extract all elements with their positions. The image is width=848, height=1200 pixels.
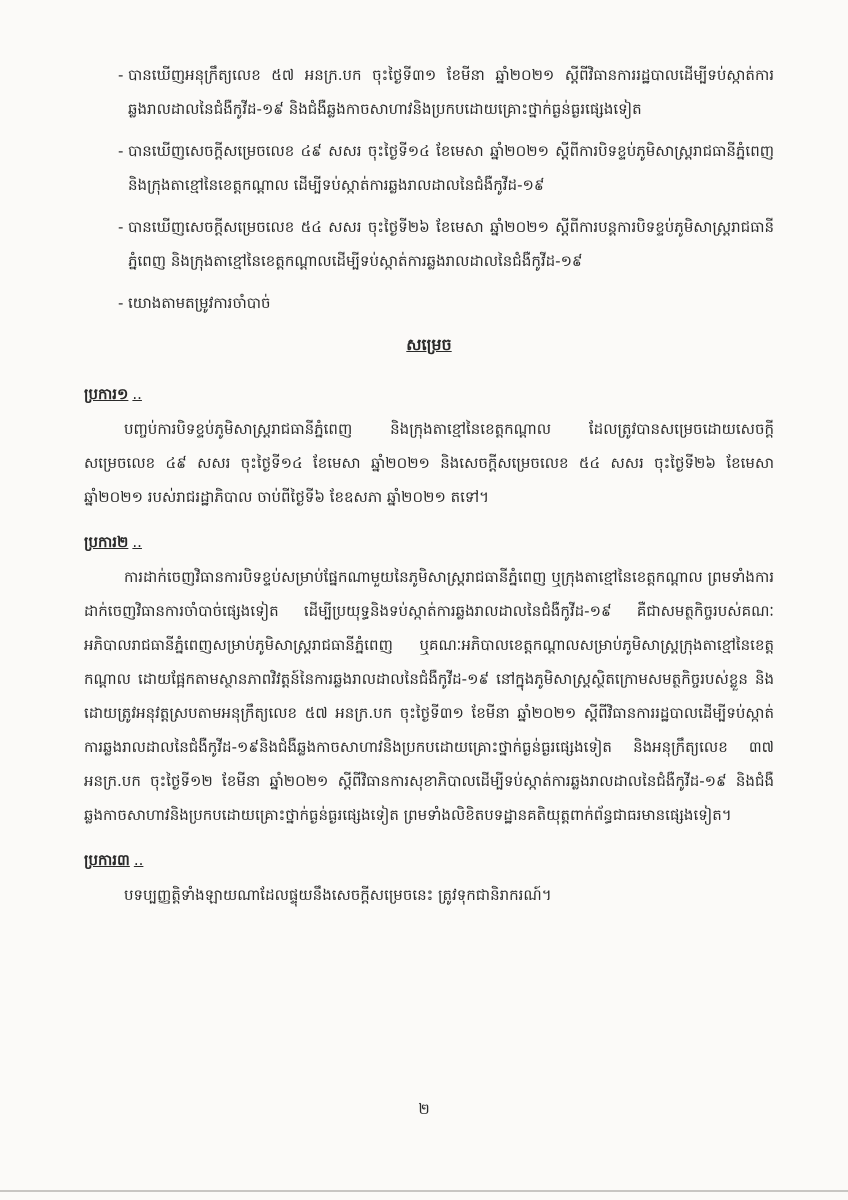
- page-bottom-rule: [0, 1190, 848, 1192]
- article-body: បទប្បញ្ញត្តិទាំងឡាយណាដែលផ្ទុយនឹងសេចក្តីសម្រេចនេះ ត្រូវទុកជានិរាករណ៍។: [124, 886, 552, 904]
- article-title: [84, 528, 774, 556]
- bullet-dash: -: [118, 294, 124, 312]
- article-title: [84, 380, 774, 408]
- article-title-dots: ..: [132, 533, 142, 551]
- bullet-dash: -: [118, 142, 124, 160]
- article-body: ការដាក់ចេញវិធានការបិទខ្ទប់សម្រាប់ផ្នែកណាមួយនៃភូមិសាស្រ្តរាជធានីភ្នំពេញ ឬក្រុងតាខ្មៅនៃខេត្តកណ្តាល ព្រមទាំងការដាក់ចេញវិធានការចាំបាច់ផ្សេងទៀត ដើម្បីប្រយុទ្ធនិងទប់ស្កាត់ការឆ្លងរាលដាលនៃជំងឺកូវីដ-១៩ គឺជាសមត្ថកិច្ចរបស់គណៈអភិបាលរាជធានីភ្នំពេញសម្រាប់ភូមិសាស្រ្តរាជធានីភ្នំពេញ ឬគណៈអភិបាលខេត្តកណ្តាលសម្រាប់ភូមិសាស្រ្តក្រុងតាខ្មៅនៃខេត្តកណ្តាល ដោយផ្អែកតាមស្ថានភាពវិវត្តន៍នៃការឆ្លងរាលដាលនៃជំងឺកូវីដ-១៩ នៅក្នុងភូមិសាស្រ្តស្ថិតក្រោមសមត្ថកិច្ចរបស់ខ្លួន និងដោយត្រូវអនុវត្តស្របតាមអនុក្រឹត្យលេខ ៥៧ អនក្រ.បក ចុះថ្ងៃទី៣១ ខែមីនា ឆ្នាំ២០២១ ស្តីពីវិធានការរដ្ឋបាលដើម្បីទប់ស្កាត់ការឆ្លងរាលដាលនៃជំងឺកូវីដ-១៩និងជំងឺឆ្លងកាចសាហាវនិងប្រកបដោយគ្រោះថ្នាក់ធ្ងន់ធ្ងរផ្សេងទៀត និងអនុក្រឹត្យលេខ ៣៧ អនក្រ.បក ចុះថ្ងៃទី១២ ខែមីនា ឆ្នាំ២០២១ ស្តីពីវិធានការសុខាភិបាលដើម្បីទប់ស្កាត់ការឆ្លងរាលដាលនៃជំងឺកូវីដ-១៩ និងជំងឺឆ្លងកាចសាហាវនិងប្រកបដោយគ្រោះថ្នាក់ធ្ងន់ធ្ងរផ្សេងទៀត ព្រមទាំងលិខិតបទដ្ឋានគតិយុត្តពាក់ព័ន្ធជាធរមានផ្សេងទៀត។: [84, 568, 774, 824]
- article-1: [84, 380, 774, 514]
- bullet-dash: -: [118, 66, 124, 84]
- article-title-dots: ..: [133, 851, 144, 869]
- page-number: ២: [418, 1100, 430, 1118]
- preamble-list: [84, 58, 774, 320]
- article-body: បញ្ចប់ការបិទខ្ទប់ភូមិសាស្រ្តរាជធានីភ្នំពេញ និងក្រុងតាខ្មៅនៃខេត្តកណ្តាល ដែលត្រូវបានសម្រេចដោយសេចក្តីសម្រេចលេខ ៤៩ សសរ ចុះថ្ងៃទី១៤ ខែមេសា ឆ្នាំ២០២១ និងសេចក្តីសម្រេចលេខ ៥៤ សសរ ចុះថ្ងៃទី២៦ ខែមេសា ឆ្នាំ២០២១ របស់រាជរដ្ឋាភិបាល ចាប់ពីថ្ងៃទី៦ ខែឧសភា ឆ្នាំ២០២១ តទៅ។: [84, 420, 774, 506]
- preamble-item-text: បានឃើញសេចក្តីសម្រេចលេខ ៥៤ សសរ ចុះថ្ងៃទី២៦ ខែមេសា ឆ្នាំ២០២១ ស្តីពីការបន្តការបិទខ្ទប់ភូមិសាស្រ្តរាជធានីភ្នំពេញ និងក្រុងតាខ្មៅនៃខេត្តកណ្តាលដើម្បីទប់ស្កាត់ការឆ្លងរាលដាលនៃជំងឺកូវីដ-១៩: [128, 218, 774, 270]
- preamble-item: [84, 286, 774, 320]
- preamble-item-text: បានឃើញសេចក្តីសម្រេចលេខ ៤៩ សសរ ចុះថ្ងៃទី១៤ ខែមេសា ឆ្នាំ២០២១ ស្តីពីការបិទខ្ទប់ភូមិសាស្រ្តរាជធានីភ្នំពេញ និងក្រុងតាខ្មៅនៃខេត្តកណ្តាល ដើម្បីទប់ស្កាត់ការឆ្លងរាលដាលនៃជំងឺកូវីដ-១៩: [128, 142, 774, 194]
- preamble-item-text: បានឃើញអនុក្រឹត្យលេខ ៥៧ អនក្រ.បក ចុះថ្ងៃទី៣១ ខែមីនា ឆ្នាំ២០២១ ស្តីពីវិធានការរដ្ឋបាលដើម្បីទប់ស្កាត់ការឆ្លងរាលដាលនៃជំងឺកូវីដ-១៩ និងជំងឺឆ្លងកាចសាហាវនិងប្រកបដោយគ្រោះថ្នាក់ធ្ងន់ធ្ងរផ្សេងទៀត: [128, 66, 774, 118]
- decision-heading: សម្រេច: [406, 335, 452, 354]
- article-title: [84, 846, 774, 874]
- bullet-dash: -: [118, 218, 124, 236]
- article-title-dots: ..: [132, 385, 142, 403]
- article-2: [84, 528, 774, 832]
- preamble-item: [84, 58, 774, 126]
- article-title-text: ប្រការ១: [84, 385, 129, 403]
- article-3: [84, 846, 774, 912]
- preamble-item: [84, 134, 774, 202]
- document-content: [84, 58, 774, 926]
- article-title-text: ប្រការ២: [84, 533, 129, 551]
- preamble-item: [84, 210, 774, 278]
- article-title-text: ប្រការ៣: [84, 851, 130, 869]
- preamble-item-text: យោងតាមតម្រូវការចាំបាច់: [128, 294, 271, 312]
